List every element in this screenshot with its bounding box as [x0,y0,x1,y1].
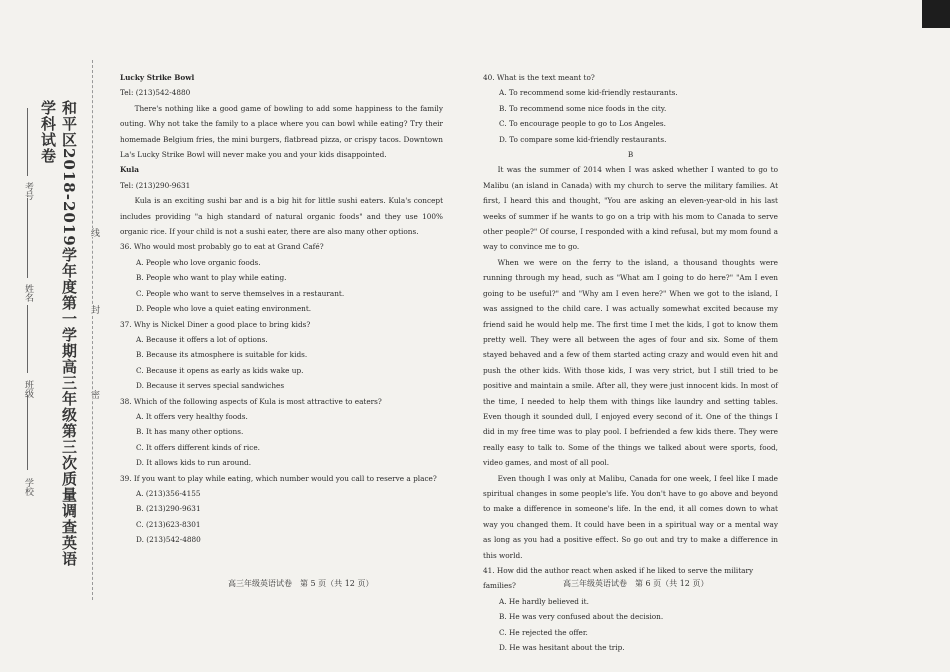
option: D. He was hesitant about the trip. [499,643,625,653]
section-heading: B [627,150,634,160]
option: A. He hardly believed it. [499,596,589,606]
right-column [483,70,778,655]
option: A. People who love organic foods. [136,257,261,267]
paragraph: When we were on the ferry to the island, a thousand thoughts were running through my head, such as "What am I going to do here?" "Am I even going to be useful?" and "Why am I even here?" When we got to the island, I was assigned to the child care. I was actually somewhat excited because my friend said he would help me. The first time I met the kids, I got to know them pretty well. They were all between the ages of four and six. Some of them stayed behaved and a few of them started acting crazy and would even hit and push the other kids. With those kids, I was very strict, but I still tried to be positive and maintain a smile. After all, they were just innocent kids. In most of the time, I needed to help them with things like laundry and setting tables. Even though it sounded dull, I enjoyed every second of it. One of the things I did in my free time was to play pool. I befriended a few kids there. They were really easy to talk to. Some of the things we talked about were sports, food, video games, and most of all pool. [483,257,778,468]
option: B. (213)290-9631 [136,504,201,514]
question-38: 38. Which of the following aspects of Kula is most attractive to eaters? [120,396,382,406]
phone-number: Tel: (213)290-9631 [120,180,191,190]
option: C. (213)623-8301 [136,519,201,529]
paragraph: It was the summer of 2014 when I was asked whether I wanted to go to Malibu (an island in Canada) with my church to serve the military families. At first, I heard this and thought, "You are asking an eleven-year-old in his last weeks of summer if he wants to go on a trip with his mom to Canada to serve other people?" Of course, I responded with a kind refusal, but my mom found a way to convince me to go. [483,165,778,252]
binding-margin [0,0,108,672]
question-41: 41. How did the author react when asked if he liked to serve the military families? [483,566,754,591]
question-36: 36. Who would most probably go to eat at Grand Café? [120,242,324,252]
school-label: 学校 [23,478,33,496]
option: B. To recommend some nice foods in the city. [499,103,667,113]
left-column [120,70,443,548]
name-line [27,198,28,278]
seal-char-line: 线 [89,228,99,237]
option: B. He was very confused about the decision. [499,612,664,622]
paragraph: Kula is an exciting sushi bar and is a big hit for little sushi eaters. Kula's concept includes providing "a high standard of natural organic foods" and they use 100% organic rice. If your child is not a sushi eater, there are also many other options. [120,196,443,237]
option: A. It offers very healthy foods. [136,411,248,421]
exam-title: 和平区2018-2019学年度第一学期高三年级第三次质量调查英语学科试卷 [39,100,78,567]
option: C. Because it opens as early as kids wake up. [136,365,304,375]
restaurant-heading: Lucky Strike Bowl [120,73,195,82]
school-line [27,395,28,470]
option: D. To compare some kid-friendly restaurants. [499,134,667,144]
seal-char-secret: 密 [89,390,99,399]
option: C. It offers different kinds of rice. [136,442,260,452]
option: A. (213)356-4155 [136,488,201,498]
option: D. It allows kids to run around. [136,458,252,468]
page-footer-right: 高三年级英语试卷 第 6 页（共 12 页） [563,579,709,588]
question-40: 40. What is the text meant to? [483,73,595,82]
paragraph: There's nothing like a good game of bowling to add some happiness to the family outing. Why not take the family to a place where you can bowl while eating? Try their homemade Belgium fries, the mini burgers, flatbread pizza, or crispy tacos. Downtown La's Lucky Strike Bowl will never make you and your kids disappointed. [120,103,443,160]
option: C. He rejected the offer. [499,627,588,637]
option: A. To recommend some kid-friendly restaurants. [499,88,678,98]
question-37: 37. Why is Nickel Diner a good place to bring kids? [120,319,311,329]
option: D. People who love a quiet eating environment. [136,304,312,314]
option: B. People who want to play while eating. [136,273,287,283]
scan-corner-mark [922,0,950,28]
option: B. Because its atmosphere is suitable for kids. [136,350,308,360]
name-label: 姓名 [23,284,33,302]
option: D. Because it serves special sandwiches [136,381,285,391]
seal-char-seal: 封 [89,305,99,314]
exam-no-line [27,108,28,176]
option: D. (213)542-4880 [136,535,201,545]
phone-number: Tel: (213)542-4880 [120,88,191,98]
page-footer-left: 高三年级英语试卷 第 5 页（共 12 页） [228,579,374,588]
option: A. Because it offers a lot of options. [136,334,268,344]
option: C. To encourage people to go to Los Angeles. [499,119,666,129]
option: C. People who want to serve themselves in a restaurant. [136,288,345,298]
exam-no-label: 考号 [23,182,33,200]
restaurant-heading: Kula [120,165,139,175]
option: B. It has many other options. [136,427,244,437]
class-line [27,305,28,373]
seal-line [92,60,93,600]
paragraph: Even though I was only at Malibu, Canada for one week, I feel like I made spiritual changes in some people's life. You don't have to go above and beyond to make a difference in someone's life. In the end, it all comes down to what way you changed them. It could have been in a spiritual way or a mental way as long as you had a positive effect. So go out and try to make a difference in this world. [483,473,778,560]
question-39: 39. If you want to play while eating, which number would you call to reserve a place? [120,473,437,483]
class-label: 班级 [23,380,33,398]
